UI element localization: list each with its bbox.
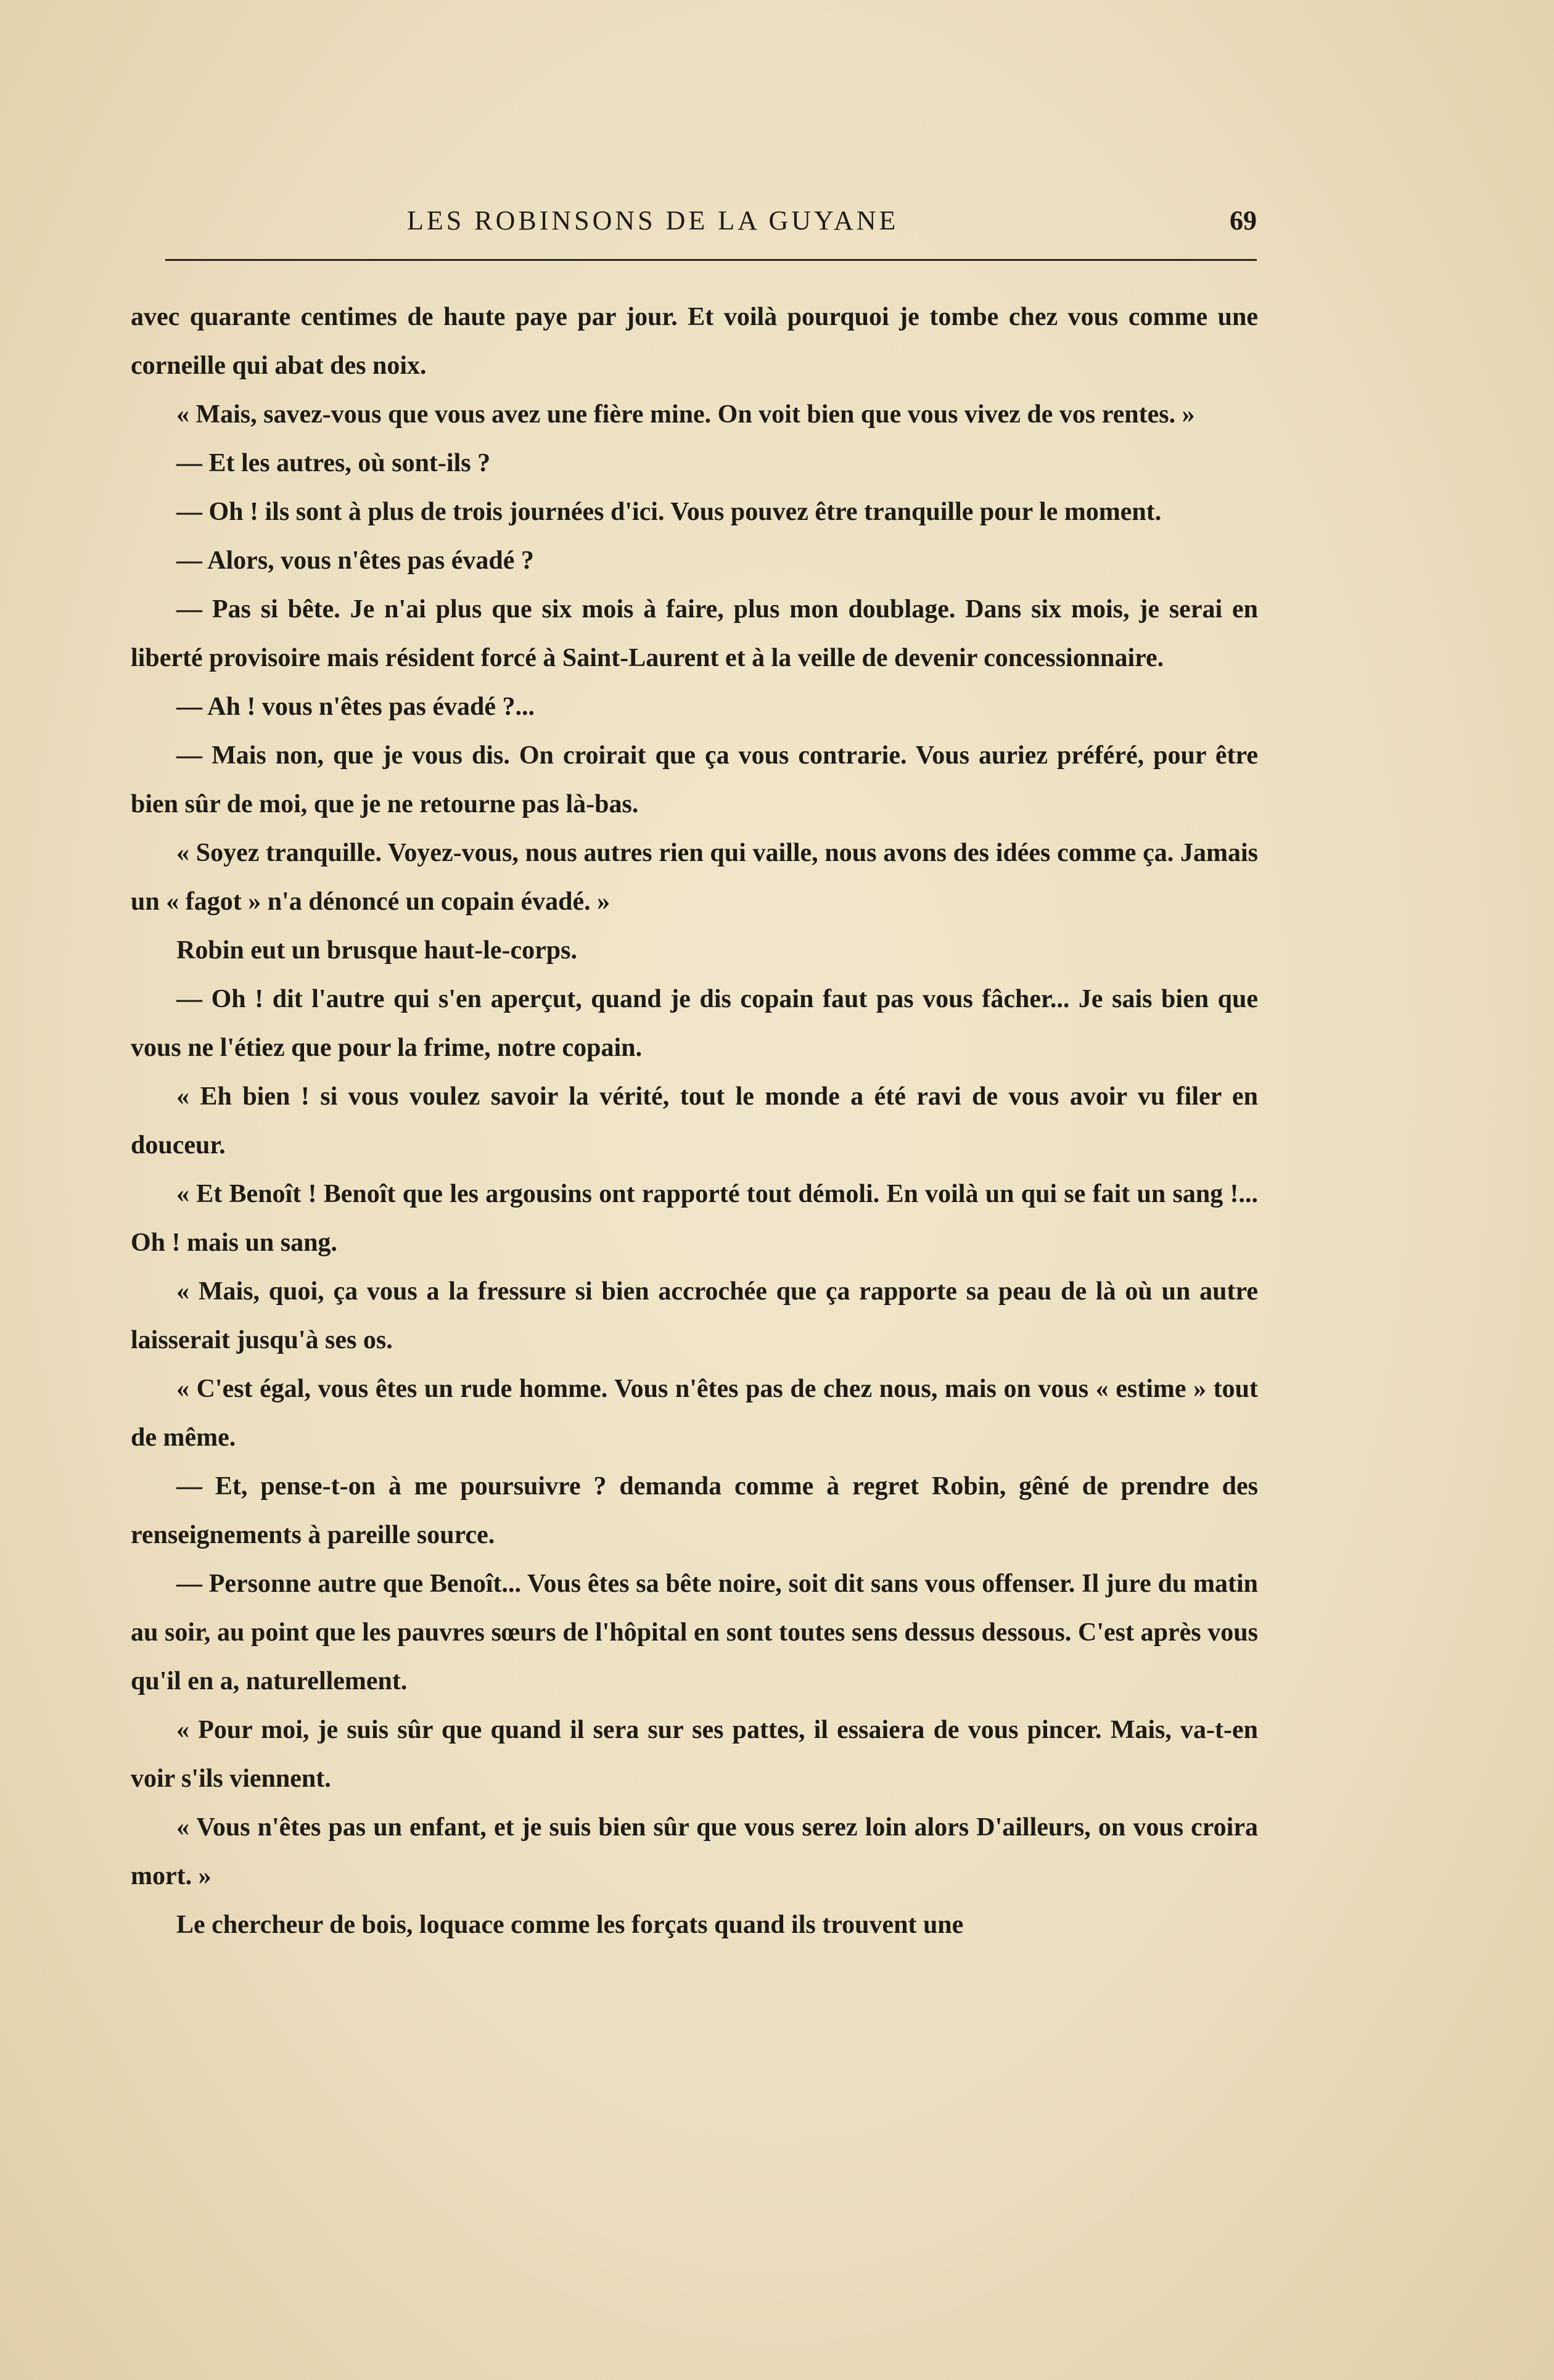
paragraph: « Mais, savez-vous que vous avez une fière mine. On voit bien que vous vivez de vos rentes. » [176,400,1195,429]
paragraph: « Soyez tranquille. Voyez-vous, nous autres rien qui vaille, nous avons des idées comme ça. Jamais un « fagot » n'a dénoncé un copain évadé. » [131,839,1258,916]
paragraph: « Vous n'êtes pas un enfant, et je suis bien sûr que vous serez loin alors D'ailleurs, on vous croira mort. » [131,1813,1258,1890]
paragraph: — Alors, vous n'êtes pas évadé ? [176,546,534,575]
body-text [131,293,1258,1950]
running-title: LES ROBINSONS DE LA GUYANE [407,205,899,236]
paragraph: avec quarante centimes de haute paye par jour. Et voilà pourquoi je tombe chez vous comme une corneille qui abat des noix. [131,303,1258,380]
running-head [165,196,1257,245]
paragraph: « C'est égal, vous êtes un rude homme. Vous n'êtes pas de chez nous, mais on vous « estime » tout de même. [131,1375,1258,1452]
paragraph: « Et Benoît ! Benoît que les argousins ont rapporté tout démoli. En voilà un qui se fait un sang !... Oh ! mais un sang. [131,1180,1258,1257]
paragraph: « Eh bien ! si vous voulez savoir la vérité, tout le monde a été ravi de vous avoir vu filer en douceur. [131,1082,1258,1159]
paragraph: — Ah ! vous n'êtes pas évadé ?... [176,693,535,721]
paragraph: Le chercheur de bois, loquace comme les forçats quand ils trouvent une [176,1911,964,1939]
header-rule [165,259,1257,261]
paragraph: « Mais, quoi, ça vous a la fressure si bien accrochée que ça rapporte sa peau de là où un autre laisserait jusqu'à ses os. [131,1277,1258,1354]
paragraph: — Et, pense-t-on à me poursuivre ? demanda comme à regret Robin, gêné de prendre des renseignements à pareille source. [131,1472,1258,1549]
paragraph: — Et les autres, où sont-ils ? [176,449,491,477]
paragraph: — Personne autre que Benoît... Vous êtes sa bête noire, soit dit sans vous offenser. Il jure du matin au soir, au point que les pauvres sœurs de l'hôpital en sont toutes sens dessus dessous. C'est après vous qu'il en a, naturellement. [131,1570,1258,1695]
paragraph: « Pour moi, je suis sûr que quand il sera sur ses pattes, il essaiera de vous pincer. Mais, va-t-en voir s'ils viennent. [131,1716,1258,1793]
paragraph: — Mais non, que je vous dis. On croirait que ça vous contrarie. Vous auriez préféré, pour être bien sûr de moi, que je ne retourne pas là-bas. [131,741,1258,818]
paragraph: — Pas si bête. Je n'ai plus que six mois à faire, plus mon doublage. Dans six mois, je serai en liberté provisoire mais résident forcé à Saint-Laurent et à la veille de devenir concessionnaire. [131,595,1258,672]
paragraph: Robin eut un brusque haut-le-corps. [176,936,577,965]
paragraph: — Oh ! dit l'autre qui s'en aperçut, quand je dis copain faut pas vous fâcher... Je sais bien que vous ne l'étiez que pour la frime, notre copain. [131,985,1258,1062]
paragraph: — Oh ! ils sont à plus de trois journées d'ici. Vous pouvez être tranquille pour le moment. [176,498,1162,526]
page-number: 69 [1230,205,1257,236]
